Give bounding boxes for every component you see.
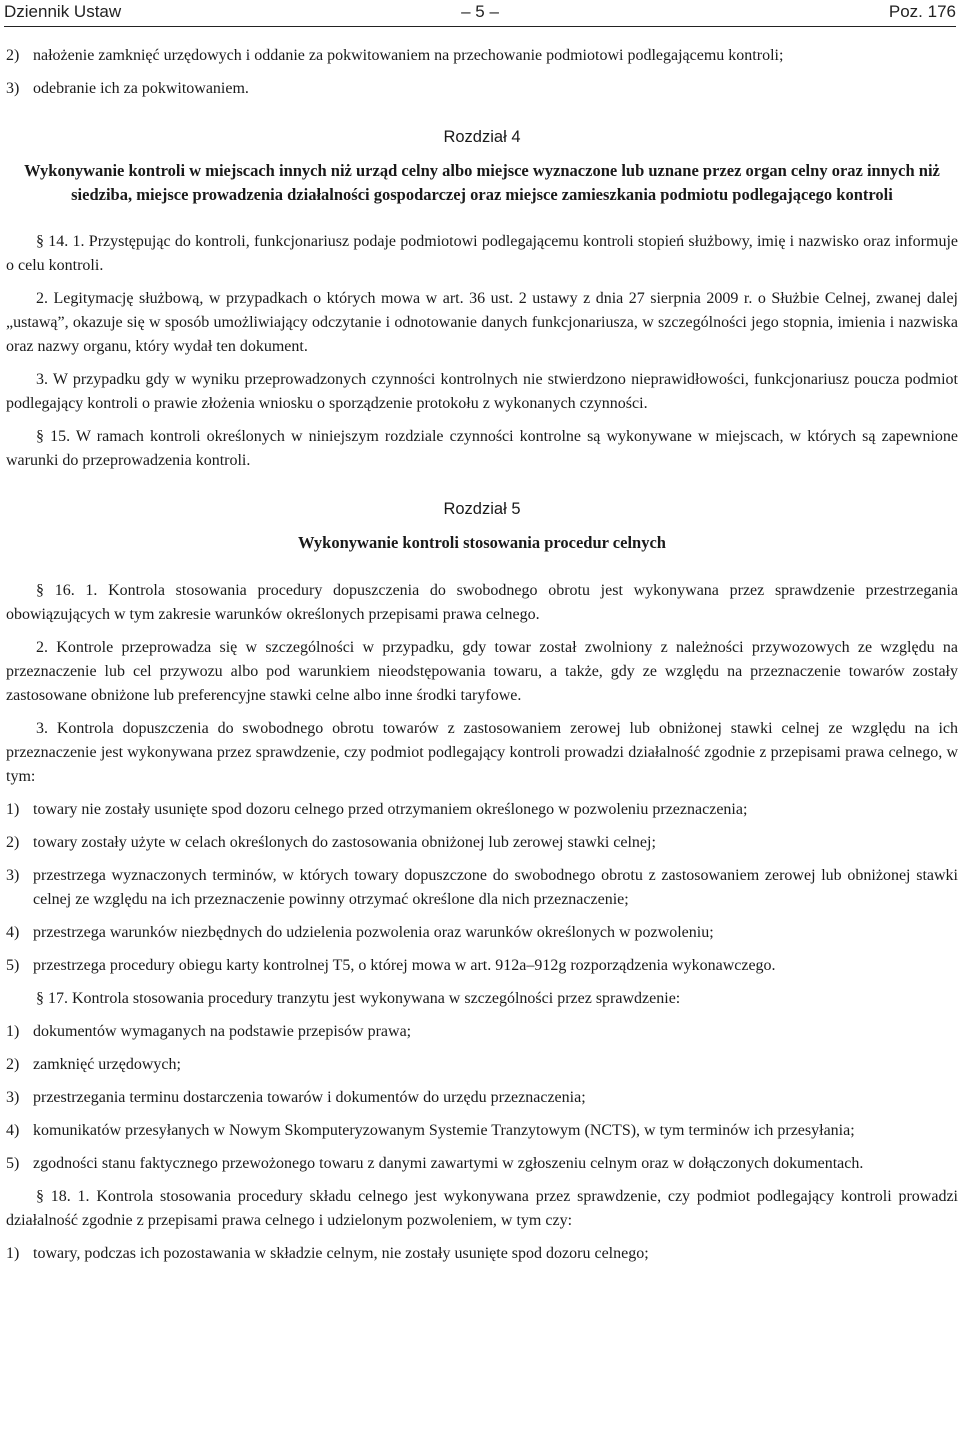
list-item-number: 1) <box>6 801 20 818</box>
list-item <box>6 1086 958 1110</box>
list-item-text: zamknięć urzędowych; <box>33 1056 181 1073</box>
list-item <box>6 1119 958 1143</box>
list-item <box>6 921 958 945</box>
journal-title: Dziennik Ustaw <box>4 2 122 21</box>
paragraph: 3. W przypadku gdy w wyniku przeprowadzonych czynności kontrolnych nie stwierdzono nieprawidłowości, funkcjonariusz poucza podmiot podlegający kontroli o prawie złożenia wniosku o sporządzenie protokołu z wykonanych czynności. <box>6 371 958 412</box>
page-number: – 5 – <box>461 2 499 21</box>
list-item-number: 2) <box>6 1056 20 1073</box>
list-item-text: zgodności stanu faktycznego przewożonego towaru z danymi zawartymi w zgłoszeniu celnym oraz w dołączonych dokumentach. <box>33 1155 864 1172</box>
list-item-text: komunikatów przesyłanych w Nowym Skomputeryzowanym Systemie Tranzytowym (NCTS), w tym terminów ich przesyłania; <box>33 1122 855 1139</box>
list-item-number: 3) <box>6 1089 20 1106</box>
chapter-title: Wykonywanie kontroli w miejscach innych niż urząd celny albo miejsce wyznaczone lub uznane przez organ celny oraz innych niż siedziba, miejsce prowadzenia działalności gospodarczej oraz miejsce zamieszkania podmiotu podlegającego kontroli <box>24 161 940 204</box>
list-item-text: przestrzega wyznaczonych terminów, w których towary dopuszczone do swobodnego obrotu z zastosowaniem zerowej lub obniżonej stawki celnej ze względu na ich przeznaczenie powinny otrzymać określone dla nich przeznaczenie; <box>33 867 958 908</box>
list-item-number: 5) <box>6 1155 20 1172</box>
list-item-number: 1) <box>6 1023 20 1040</box>
page-header <box>4 0 956 27</box>
list-item <box>6 44 958 68</box>
chapter-title: Wykonywanie kontroli stosowania procedur celnych <box>298 533 666 552</box>
list-item-number: 4) <box>6 1122 20 1139</box>
paragraph: 2. Legitymację służbową, w przypadkach o których mowa w art. 36 ust. 2 ustawy z dnia 27 sierpnia 2009 r. o Służbie Celnej, zwanej dalej „ustawą”, okazuje się w sposób umożliwiający odczytanie i odnotowanie danych funkcjonariusza, w szczególności jego stopnia, imienia i nazwiska oraz nazwy organu, który wydał ten dokument. <box>6 290 958 355</box>
list-item-text: przestrzega warunków niezbędnych do udzielenia pozwolenia oraz warunków określonych w pozwoleniu; <box>33 924 714 941</box>
paragraph: 3. Kontrola dopuszczenia do swobodnego obrotu towarów z zastosowaniem zerowej lub obniżonej stawki celnej ze względu na ich przeznaczenie jest wykonywana przez sprawdzenie, czy podmiot podlegający kontroli prowadzi działalność zgodnie z przepisami prawa celnego, w tym: <box>6 720 958 785</box>
item-number: Poz. 176 <box>888 2 956 21</box>
chapter-number: Rozdział 5 <box>443 500 521 518</box>
document-body <box>6 44 958 1275</box>
paragraph: § 18. 1. Kontrola stosowania procedury składu celnego jest wykonywana przez sprawdzenie, czy podmiot podlegający kontroli prowadzi działalność zgodnie z przepisami prawa celnego i udzielonym pozwoleniem, w tym czy: <box>6 1188 958 1229</box>
list-item-text: odebranie ich za pokwitowaniem. <box>33 80 249 97</box>
paragraph: § 16. 1. Kontrola stosowania procedury dopuszczenia do swobodnego obrotu jest wykonywana przez sprawdzenie przestrzegania obowiązujących w tym zakresie warunków określonych przepisami prawa celnego. <box>6 582 958 623</box>
list-item <box>6 831 958 855</box>
paragraph: 2. Kontrole przeprowadza się w szczególności w przypadku, gdy towar został zwolniony z należności przywozowych ze względu na przeznaczenie lub cel przywozu albo pod warunkiem nieodstępowania towaru, a także, gdy ze względu na przeznaczenie towarów zostały zastosowane obniżone lub preferencyjne stawki celne albo inne środki taryfowe. <box>6 639 958 704</box>
list-item-number: 2) <box>6 834 20 851</box>
list-item <box>6 798 958 822</box>
paragraph: § 15. W ramach kontroli określonych w niniejszym rozdziale czynności kontrolne są wykonywane w miejscach, w których są zapewnione warunki do przeprowadzenia kontroli. <box>6 428 958 469</box>
list-item-text: przestrzegania terminu dostarczenia towarów i dokumentów do urzędu przeznaczenia; <box>33 1089 586 1106</box>
list-item <box>6 954 958 978</box>
list-item <box>6 1053 958 1077</box>
chapter-number: Rozdział 4 <box>443 128 521 146</box>
list-item-number: 5) <box>6 957 20 974</box>
list-item <box>6 1152 958 1176</box>
list-item-text: przestrzega procedury obiegu karty kontrolnej T5, o której mowa w art. 912a–912g rozporządzenia wykonawczego. <box>33 957 776 974</box>
list-item <box>6 1242 958 1266</box>
list-item-number: 1) <box>6 1245 20 1262</box>
list-item-number: 3) <box>6 867 20 884</box>
list-item-text: nałożenie zamknięć urzędowych i oddanie za pokwitowaniem na przechowanie podmiotowi podlegającemu kontroli; <box>33 47 784 64</box>
list-item-number: 2) <box>6 47 20 64</box>
list-item-text: towary nie zostały usunięte spod dozoru celnego przed otrzymaniem określonego w pozwoleniu przeznaczenia; <box>33 801 748 818</box>
list-item-number: 4) <box>6 924 20 941</box>
list-item <box>6 1020 958 1044</box>
list-item-text: towary zostały użyte w celach określonych do zastosowania obniżonej lub zerowej stawki celnej; <box>33 834 656 851</box>
list-item-number: 3) <box>6 80 20 97</box>
paragraph: § 14. 1. Przystępując do kontroli, funkcjonariusz podaje podmiotowi podlegającemu kontroli stopień służbowy, imię i nazwisko oraz informuje o celu kontroli. <box>6 233 958 274</box>
list-item-text: dokumentów wymaganych na podstawie przepisów prawa; <box>33 1023 412 1040</box>
paragraph: § 17. Kontrola stosowania procedury tranzytu jest wykonywana w szczególności przez sprawdzenie: <box>36 990 681 1007</box>
list-item-text: towary, podczas ich pozostawania w składzie celnym, nie zostały usunięte spod dozoru celnego; <box>33 1245 649 1262</box>
list-item <box>6 864 958 912</box>
list-item <box>6 77 958 101</box>
